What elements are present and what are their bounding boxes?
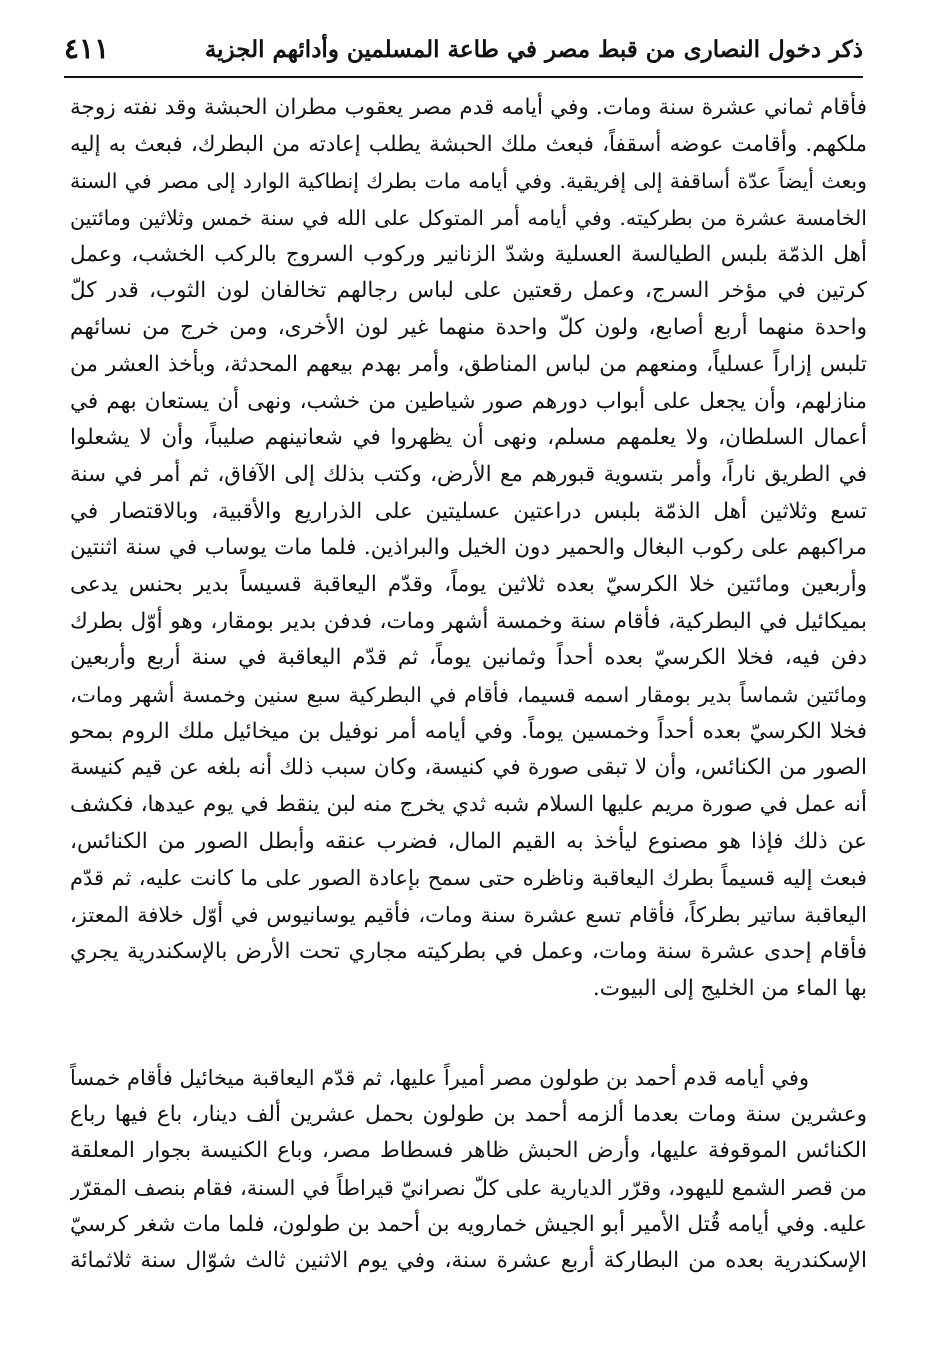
text-line: فبعث إليه قسيماً بطرك اليعاقبة وناظره حتى سمح بإعادة الصور على ما كانت عليه، ثم قدّم [70, 866, 867, 891]
text-line: الإسكندرية بعده من البطاركة أربع عشرة سنة، وفي يوم الاثنين ثالث شوّال سنة ثلاثمائة [70, 1248, 867, 1274]
text-line: عن ذلك فإذا هو مصنوع ليأخذ به القيم المال، فضرب عنقه وأبطل الصور من الكنائس، [70, 828, 867, 854]
text-line: الخامسة عشرة من بطركيته. وفي أيامه أمر المتوكل على الله في سنة خمس وثلاثين ومائتين [70, 206, 867, 231]
text-line: وعشرين سنة ومات بعدما ألزمه أحمد بن طولون بحمل عشرين ألف دينار، باع فيها رباع [70, 1101, 867, 1127]
text-line: فأقام ثماني عشرة سنة ومات. وفي أيامه قدم مصر يعقوب مطران الحبشة وقد نفته زوجة [70, 95, 867, 120]
paragraph-2 [70, 1060, 867, 1290]
paragraph-1 [70, 90, 867, 1007]
header-rule [64, 76, 863, 78]
text-line: مراكبهم على ركوب البغال والحمير دون الخيل والبراذين. فلما مات يوساب في سنة اثنتين [70, 535, 867, 561]
text-line: أهل الذمّة بلبس الطيالسة العسلية وشدّ الزنانير وركوب السروج بالركب الخشب، وعمل [70, 241, 867, 267]
running-title: ذكر دخول النصارى من قبط مصر في طاعة المسلمين وأدائهم الجزية [204, 36, 863, 63]
text-line: كرتين في مؤخر السرج، وعمل رقعتين على لباس رجالهم تخالفان لون الثوب، قدر كلّ [70, 278, 867, 304]
text-line: وأربعين ومائتين خلا الكرسيّ بعده ثلاثين يوماً، وقدّم اليعاقبة قسيساً بدير بحنس يدعى [70, 571, 867, 597]
text-line: دفن فيه، فخلا الكرسيّ بعده أحداً وثمانين يوماً، ثم قدّم اليعاقبة في سنة أربع وأربعين [70, 645, 867, 671]
text-line: فخلا الكرسيّ بعده أحداً وخمسين يوماً. وفي أيامه أمر نوفيل بن ميخائيل ملك الروم بمحو [70, 718, 867, 744]
page-number: ٤١١ [64, 32, 110, 65]
text-line: فأقام إحدى عشرة سنة ومات، وعمل في بطركيته مجاري تحت الأرض بالإسكندرية يجري [70, 938, 867, 964]
text-line: وفي أيامه قدم أحمد بن طولون مصر أميراً عليها، ثم قدّم اليعاقبة ميخائيل فأقام خمساً [70, 1066, 809, 1090]
text-line: عليه. وفي أيامه قُتل الأمير أبو الجيش خمارويه بن أحمد بن طولون، فلما مات شغر كرسيّ [70, 1211, 867, 1237]
text-line: تسع وثلاثين أهل الذمّة بلبس دراعتين عسليتين على الذراريع والأقبية، وبالاقتصار في [70, 498, 867, 524]
text-line: منازلهم، وأن يجعل على أبواب دورهم صور شياطين من خشب، ونهى أن يستعان بهم في [70, 388, 867, 414]
text-line: بها الماء من الخليج إلى البيوت. [592, 975, 867, 1001]
text-line: تلبس إزاراً عسلياً، ومنعهم من لباس المناطق، وأمر بهدم بيعهم المحدثة، وبأخذ العشر من [70, 351, 867, 377]
text-line: ملكهم. وأقامت عوضه أسقفاً، فبعث ملك الحبشة يطلب إعادته من البطرك، فبعث به إليه [70, 131, 867, 157]
text-line: الكنائس الموقوفة عليها، وأرض الحبش ظاهر فسطاط مصر، وباع الكنيسة بجوار المعلقة [70, 1138, 867, 1164]
text-line: وبعث أيضاً عدّة أساقفة إلى إفريقية. وفي أيامه مات بطرك إنطاكية الوارد إلى مصر في السنة [70, 169, 867, 194]
text-line: واحدة منهما أربع أصابع، ولون كلّ واحدة منهما غير لون الأخرى، ومن خرج من نسائهم [70, 315, 867, 341]
text-line: ومائتين شماساً بدير بومقار اسمه قسيما، فأقام في البطركية سبع سنين وخمسة أشهر ومات، [70, 683, 867, 707]
page-header [64, 22, 863, 78]
text-line: الصور من الكنائس، وأن لا تبقى صورة في كنيسة، وكان سبب ذلك أنه بلغه عن قيم كنيسة [70, 755, 867, 781]
text-line: اليعاقبة ساتير بطركاً، فأقام تسع عشرة سنة ومات، فأقيم يوسانيوس في أوّل خلافة المعتز، [70, 903, 867, 928]
text-line: من قصر الشمع لليهود، وقرّر الديارية على كلّ نصرانيّ قيراطاً في السنة، فقام بنصف المقرّر [70, 1176, 867, 1201]
text-line: بميكائيل في البطركية، فأقام سنة وخمسة أشهر ومات، فدفن بدير بومقار، وهو أوّل بطرك [70, 608, 867, 634]
text-line: أنه عمل في صورة مريم عليها السلام شبه ثدي يخرج منه لبن ينقط في يوم عيدها، فكشف [70, 792, 867, 818]
text-line: أعمال السلطان، ولا يعلمهم مسلم، ونهى أن يظهروا في شعانينهم صليباً، وأن لا يشعلوا [70, 425, 867, 451]
text-line: في الطريق ناراً، وأمر بتسوية قبورهم مع الأرض، وكتب بذلك إلى الآفاق، ثم أمر في سنة [70, 461, 867, 487]
